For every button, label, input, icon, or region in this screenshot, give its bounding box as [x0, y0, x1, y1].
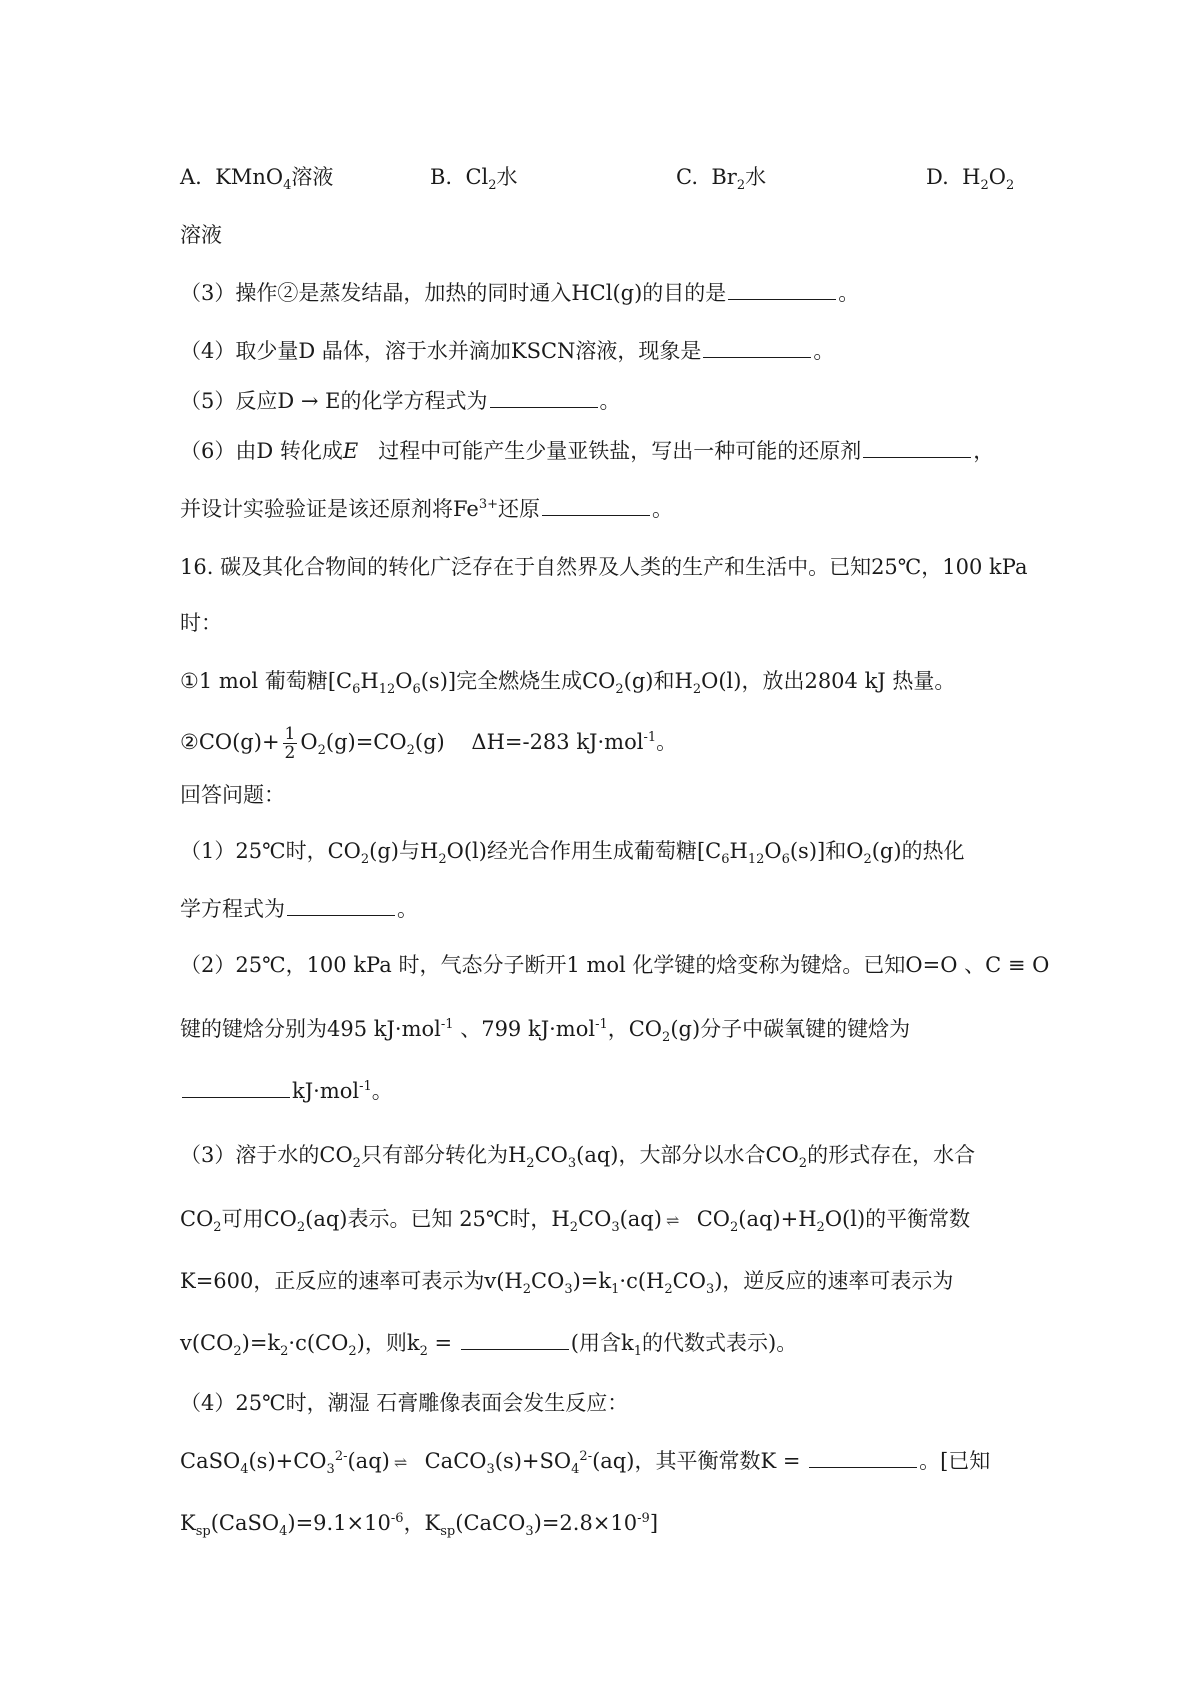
- answer-blank: [287, 895, 395, 916]
- q15-part6-line2: 并设计实验验证是该还原剂将$Fe^{3+}$还原 。: [180, 497, 674, 521]
- answer-blank: [728, 279, 836, 300]
- q16-part4-line3: $K_{sp}(CaSO_4)=9.1\times 10^{-6}$，$K_{sp}(CaCO_3)=2.8\times 10^{-9}$]: [180, 1511, 659, 1540]
- fraction-one-half: $\frac{1}{2}$: [284, 724, 296, 763]
- q16-stem-line2: 时：: [180, 611, 222, 635]
- q15-part4: （4）取少量D 晶体，溶于水并滴加KSCN溶液，现象是 。: [180, 339, 835, 363]
- q16-part3-line1: （3）溶于水的$CO_2$只有部分转化为$H_2CO_3(aq)$，大部分以水合$CO_2$的形式存在，水合: [180, 1143, 976, 1172]
- q16-part3-line2: $CO_2$可用$CO_2(aq)$表示。已知 25℃时，$H_2CO_3(aq)$ ⇌ $CO_2(aq)+H_2O(l)$的平衡常数: [180, 1207, 971, 1236]
- q16-given-1: ①1 mol 葡萄糖$[C_6H_{12}O_6(s)]$完全燃烧生成$CO_2(g)$和$H_2O(l)$，放出2804 kJ 热量。: [180, 669, 956, 698]
- q15-part6-line1: （6）由D 转化成E 过程中可能产生少量亚铁盐，写出一种可能的还原剂 ，: [180, 439, 995, 463]
- q16-given-2: ②CO(g)+ $\frac{1}{2}$ $O_2(g)=CO_2(g)$ ΔH=-283 kJ·mol$^{-1}$。: [180, 724, 678, 763]
- q15-part3: （3）操作②是蒸发结晶，加热的同时通入HCl(g)的目的是 。: [180, 281, 860, 305]
- answer-blank: [863, 437, 971, 458]
- answer-blank: [703, 337, 811, 358]
- answer-blank: [809, 1447, 917, 1468]
- q16-part2-line1: （2）25℃，100 kPa 时，气态分子断开1 mol 化学键的焓变称为键焓。已知O=O 、C ≡ O: [180, 953, 1050, 977]
- equilibrium-arrow-icon: ⇌: [665, 1211, 680, 1230]
- q16-part3-line3: K=600，正反应的速率可表示为$v(H_2CO_3)=k_1\cdot c(H_2CO_3)$，逆反应的速率可表示为: [180, 1269, 954, 1298]
- answer-blank: [542, 495, 650, 516]
- q16-part1-line2: 学方程式为 。: [180, 897, 418, 921]
- q16-part4-line2: $CaSO_4(s)+CO_3^{2-}(aq)$ ⇌ $CaCO_3(s)+SO_4^{2-}(aq)$，其平衡常数K = 。[已知: [180, 1449, 991, 1478]
- option-c: C. $Br_2$水: [676, 165, 767, 194]
- option-d: D. $H_2O_2$: [926, 165, 1015, 194]
- answer-blank: [490, 387, 598, 408]
- answer-blank: [461, 1329, 569, 1350]
- q16-part3-line4: $v(CO_2)=k_2\cdot c(CO_2)$，则$k_2$ = (用含$k_1$的代数式表示)。: [180, 1331, 798, 1360]
- equilibrium-arrow-icon: ⇌: [393, 1453, 408, 1472]
- q16-part1-line1: （1）25℃时，$CO_2(g)$与$H_2O(l)$经光合作用生成葡萄糖$[C_6H_{12}O_6(s)]$和$O_2(g)$的热化: [180, 839, 965, 868]
- q16-part4-line1: （4）25℃时，潮湿 石膏雕像表面会发生反应：: [180, 1391, 629, 1415]
- answer-blank: [182, 1077, 290, 1098]
- q16-answer-prompt: 回答问题：: [180, 783, 285, 807]
- option-a: A. KMnO$_4$溶液: [180, 165, 334, 194]
- q15-part5: （5）反应D → E的化学方程式为 。: [180, 389, 621, 413]
- q16-part2-line3: kJ·mol$^{-1}$。: [180, 1076, 1030, 1106]
- q16-stem-line1: 16. 碳及其化合物间的转化广泛存在于自然界及人类的生产和生活中。已知25℃，100 kPa: [180, 555, 1028, 579]
- option-b: B. $Cl_2$水: [430, 165, 518, 194]
- option-d-continuation: 溶液: [180, 223, 222, 247]
- q16-part2-line2: 键的键焓分别为495 kJ·mol$^{-1}$ 、799 kJ·mol$^{-1}$，$CO_2(g)$分子中碳氧键的键焓为: [180, 1017, 911, 1046]
